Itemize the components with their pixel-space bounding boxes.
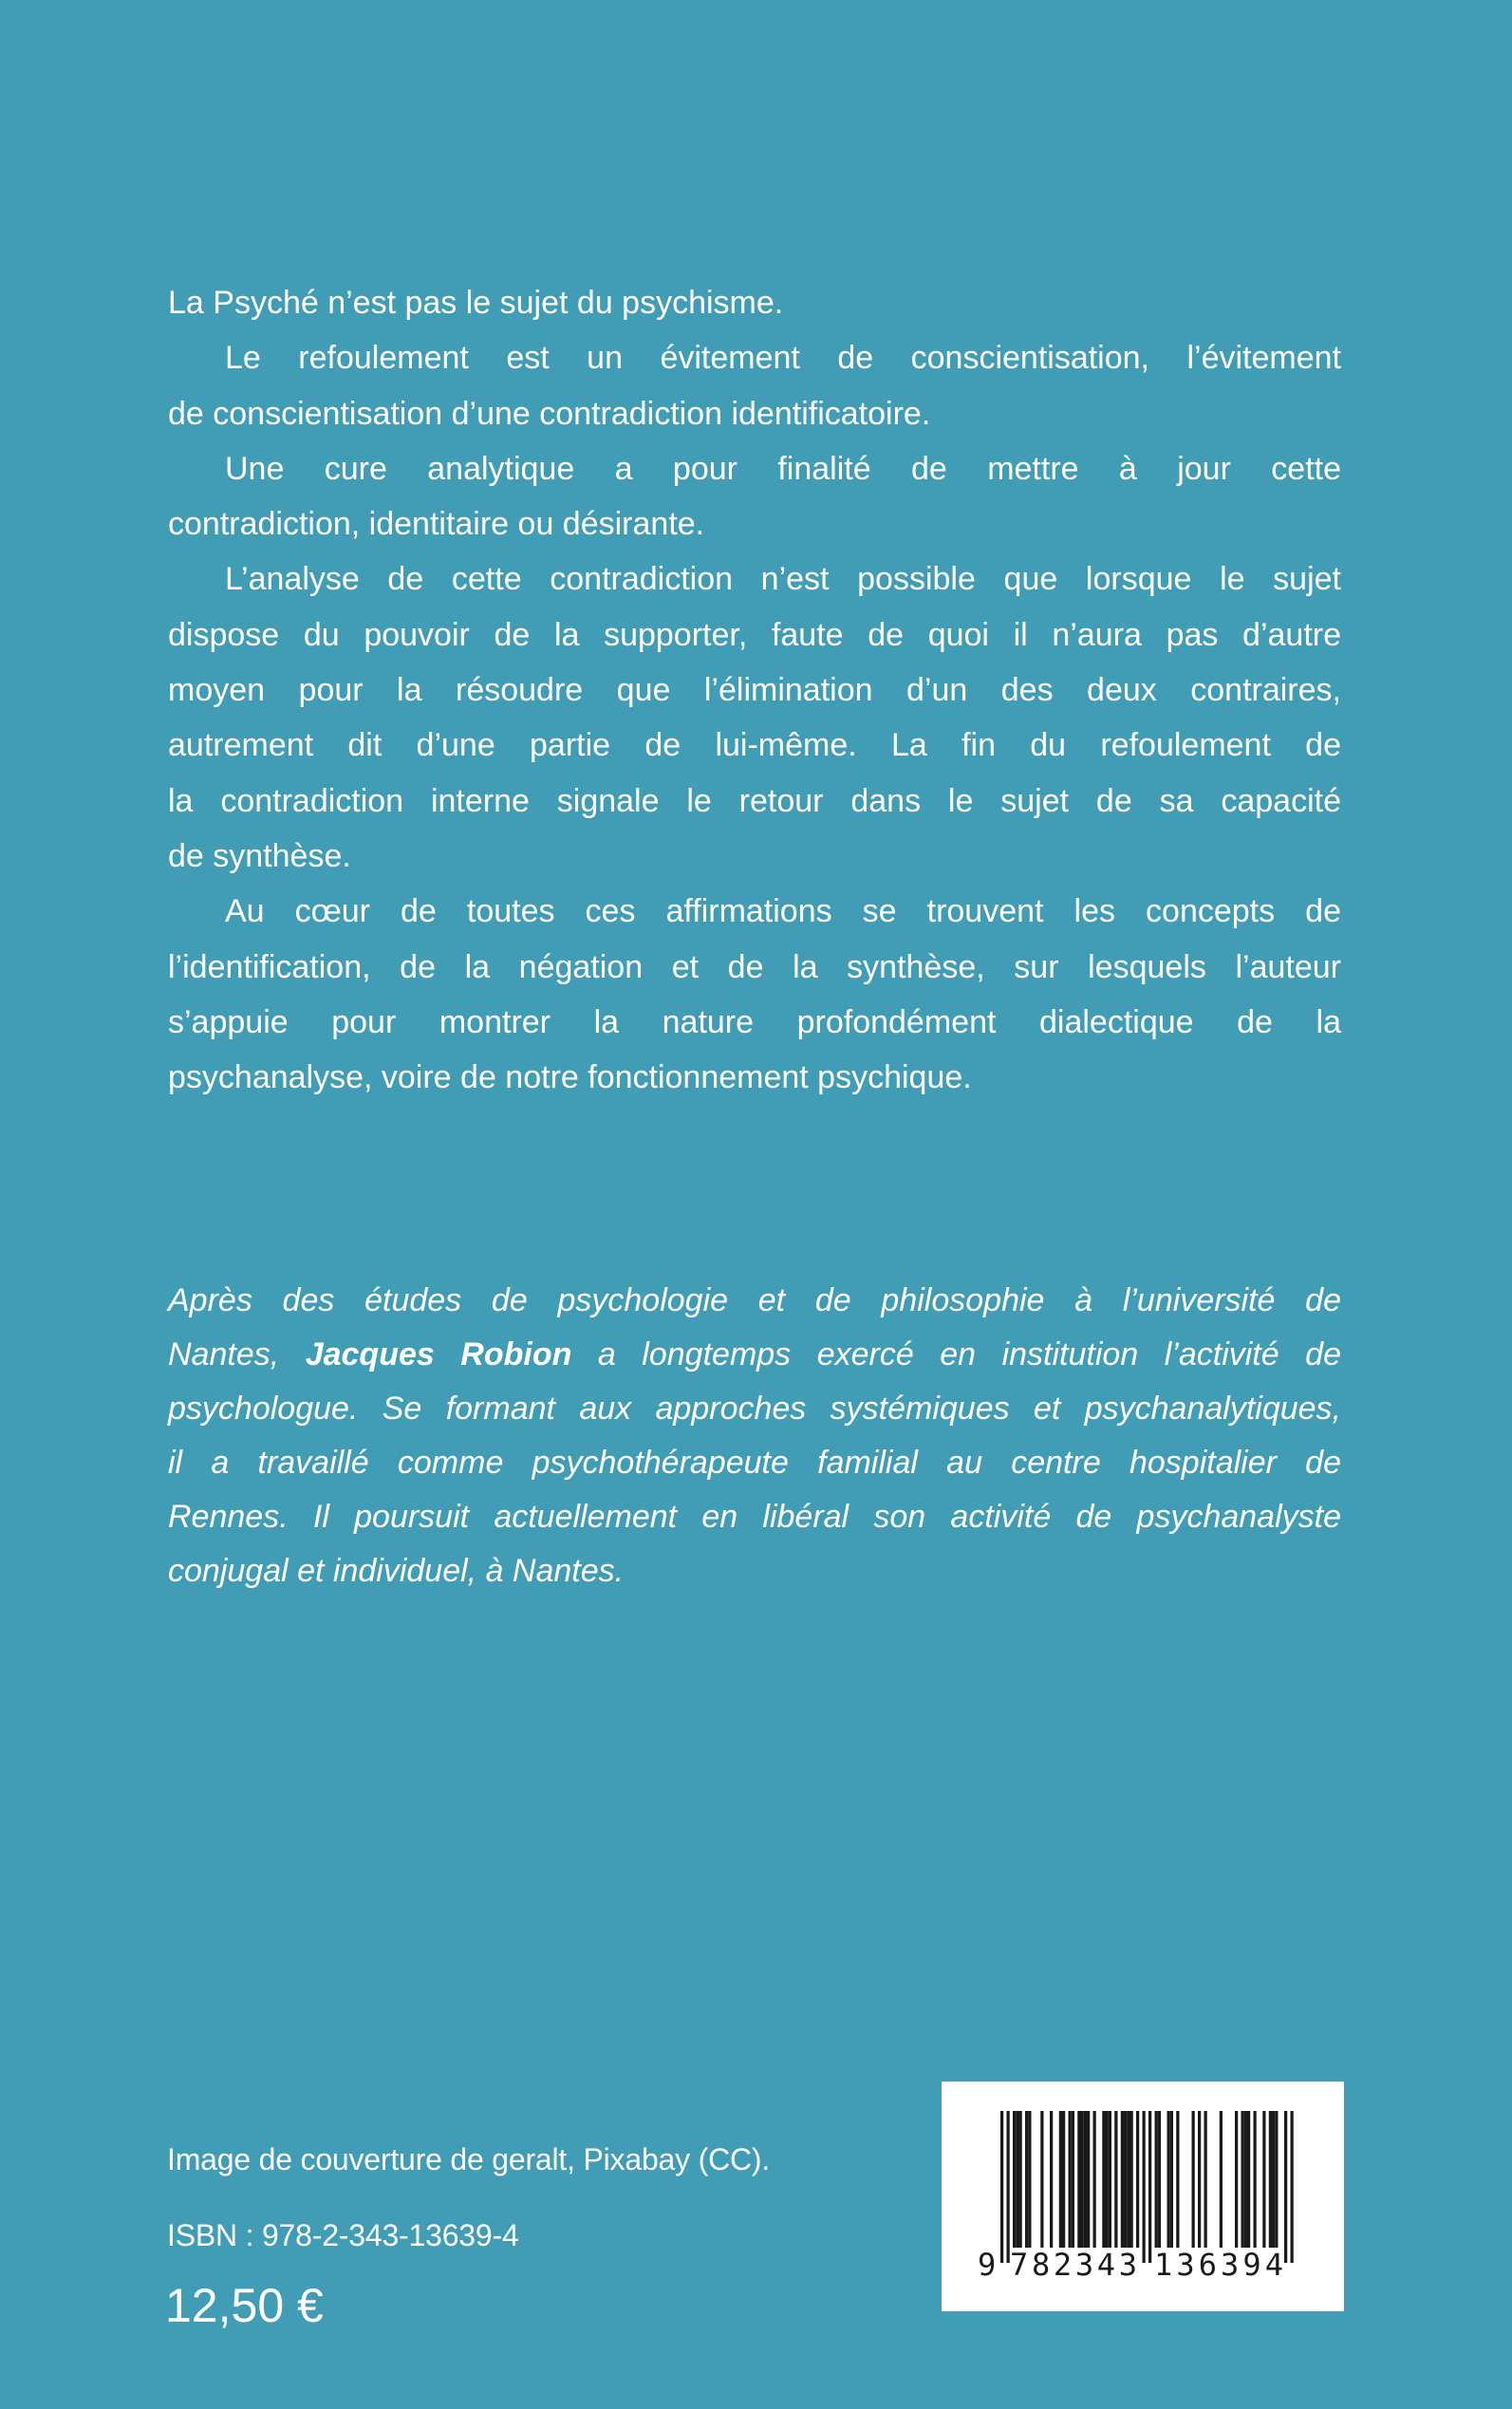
blurb-line: de conscientisation d’une contradiction identificatoire. [168,395,931,432]
blurb-line: s’appuie pour montrer la nature profondément dialectique de la [168,1003,1341,1040]
blurb-line: de synthèse. [168,837,351,874]
author-name: Jacques Robion [305,1336,572,1373]
cover-image-credit: Image de couverture de geralt, Pixabay (CC). [167,2142,771,2176]
bio-text: a longtemps exercé en institution l’activité de [571,1336,1341,1373]
blurb-line: Le refoulement est un évitement de conscientisation, l’évitement [225,340,1341,377]
bio-line [168,1328,1341,1382]
author-bio [168,1274,1341,1598]
svg-text:782343: 782343 [1010,2247,1137,2283]
blurb-line: L’analyse de cette contradiction n’est possible que lorsque le sujet [225,561,1341,598]
blurb-line: Une cure analytique a pour finalité de mettre à jour cette [225,450,1341,487]
barcode [942,2082,1344,2311]
bio-line: Rennes. Il poursuit actuellement en libéral son activité de psychanalyste [168,1499,1341,1535]
bio-line: il a travaillé comme psychothérapeute familial au centre hospitalier de [168,1445,1341,1481]
blurb-line: l’identification, de la négation et de la synthèse, sur lesquels l’auteur [168,948,1341,985]
bio-text: Nantes, [168,1336,306,1373]
bio-line: Après des études de psychologie et de philosophie à l’université de [168,1282,1341,1318]
svg-text:136394: 136394 [1154,2247,1283,2283]
blurb-line: dispose du pouvoir de la supporter, faute de quoi il n’aura pas d’autre [168,616,1341,653]
isbn: ISBN : 978-2-343-13639-4 [167,2218,519,2252]
blurb-line: contradiction, identitaire ou désirante. [168,506,705,543]
blurb-line: La Psyché n’est pas le sujet du psychisme. [168,285,784,321]
blurb-line: Au cœur de toutes ces affirmations se trouvent les concepts de [225,893,1341,930]
blurb-line: psychanalyse, voire de notre fonctionnement psychique. [168,1059,972,1096]
blurb-line: autrement dit d’une partie de lui-même. La fin du refoulement de [168,727,1341,764]
blurb-line: la contradiction interne signale le retour dans le sujet de sa capacité [168,782,1341,819]
bio-line: psychologue. Se formant aux approches systémiques et psychanalytiques, [168,1391,1341,1427]
blurb-line: moyen pour la résoudre que l’élimination d’un des deux contraires, [168,672,1341,709]
back-cover-blurb [168,275,1341,1105]
ean13-barcode-icon [942,2082,1344,2311]
svg-text:9: 9 [978,2247,997,2283]
price: 12,50 € [165,2279,324,2332]
bio-line: conjugal et individuel, à Nantes. [168,1553,625,1589]
